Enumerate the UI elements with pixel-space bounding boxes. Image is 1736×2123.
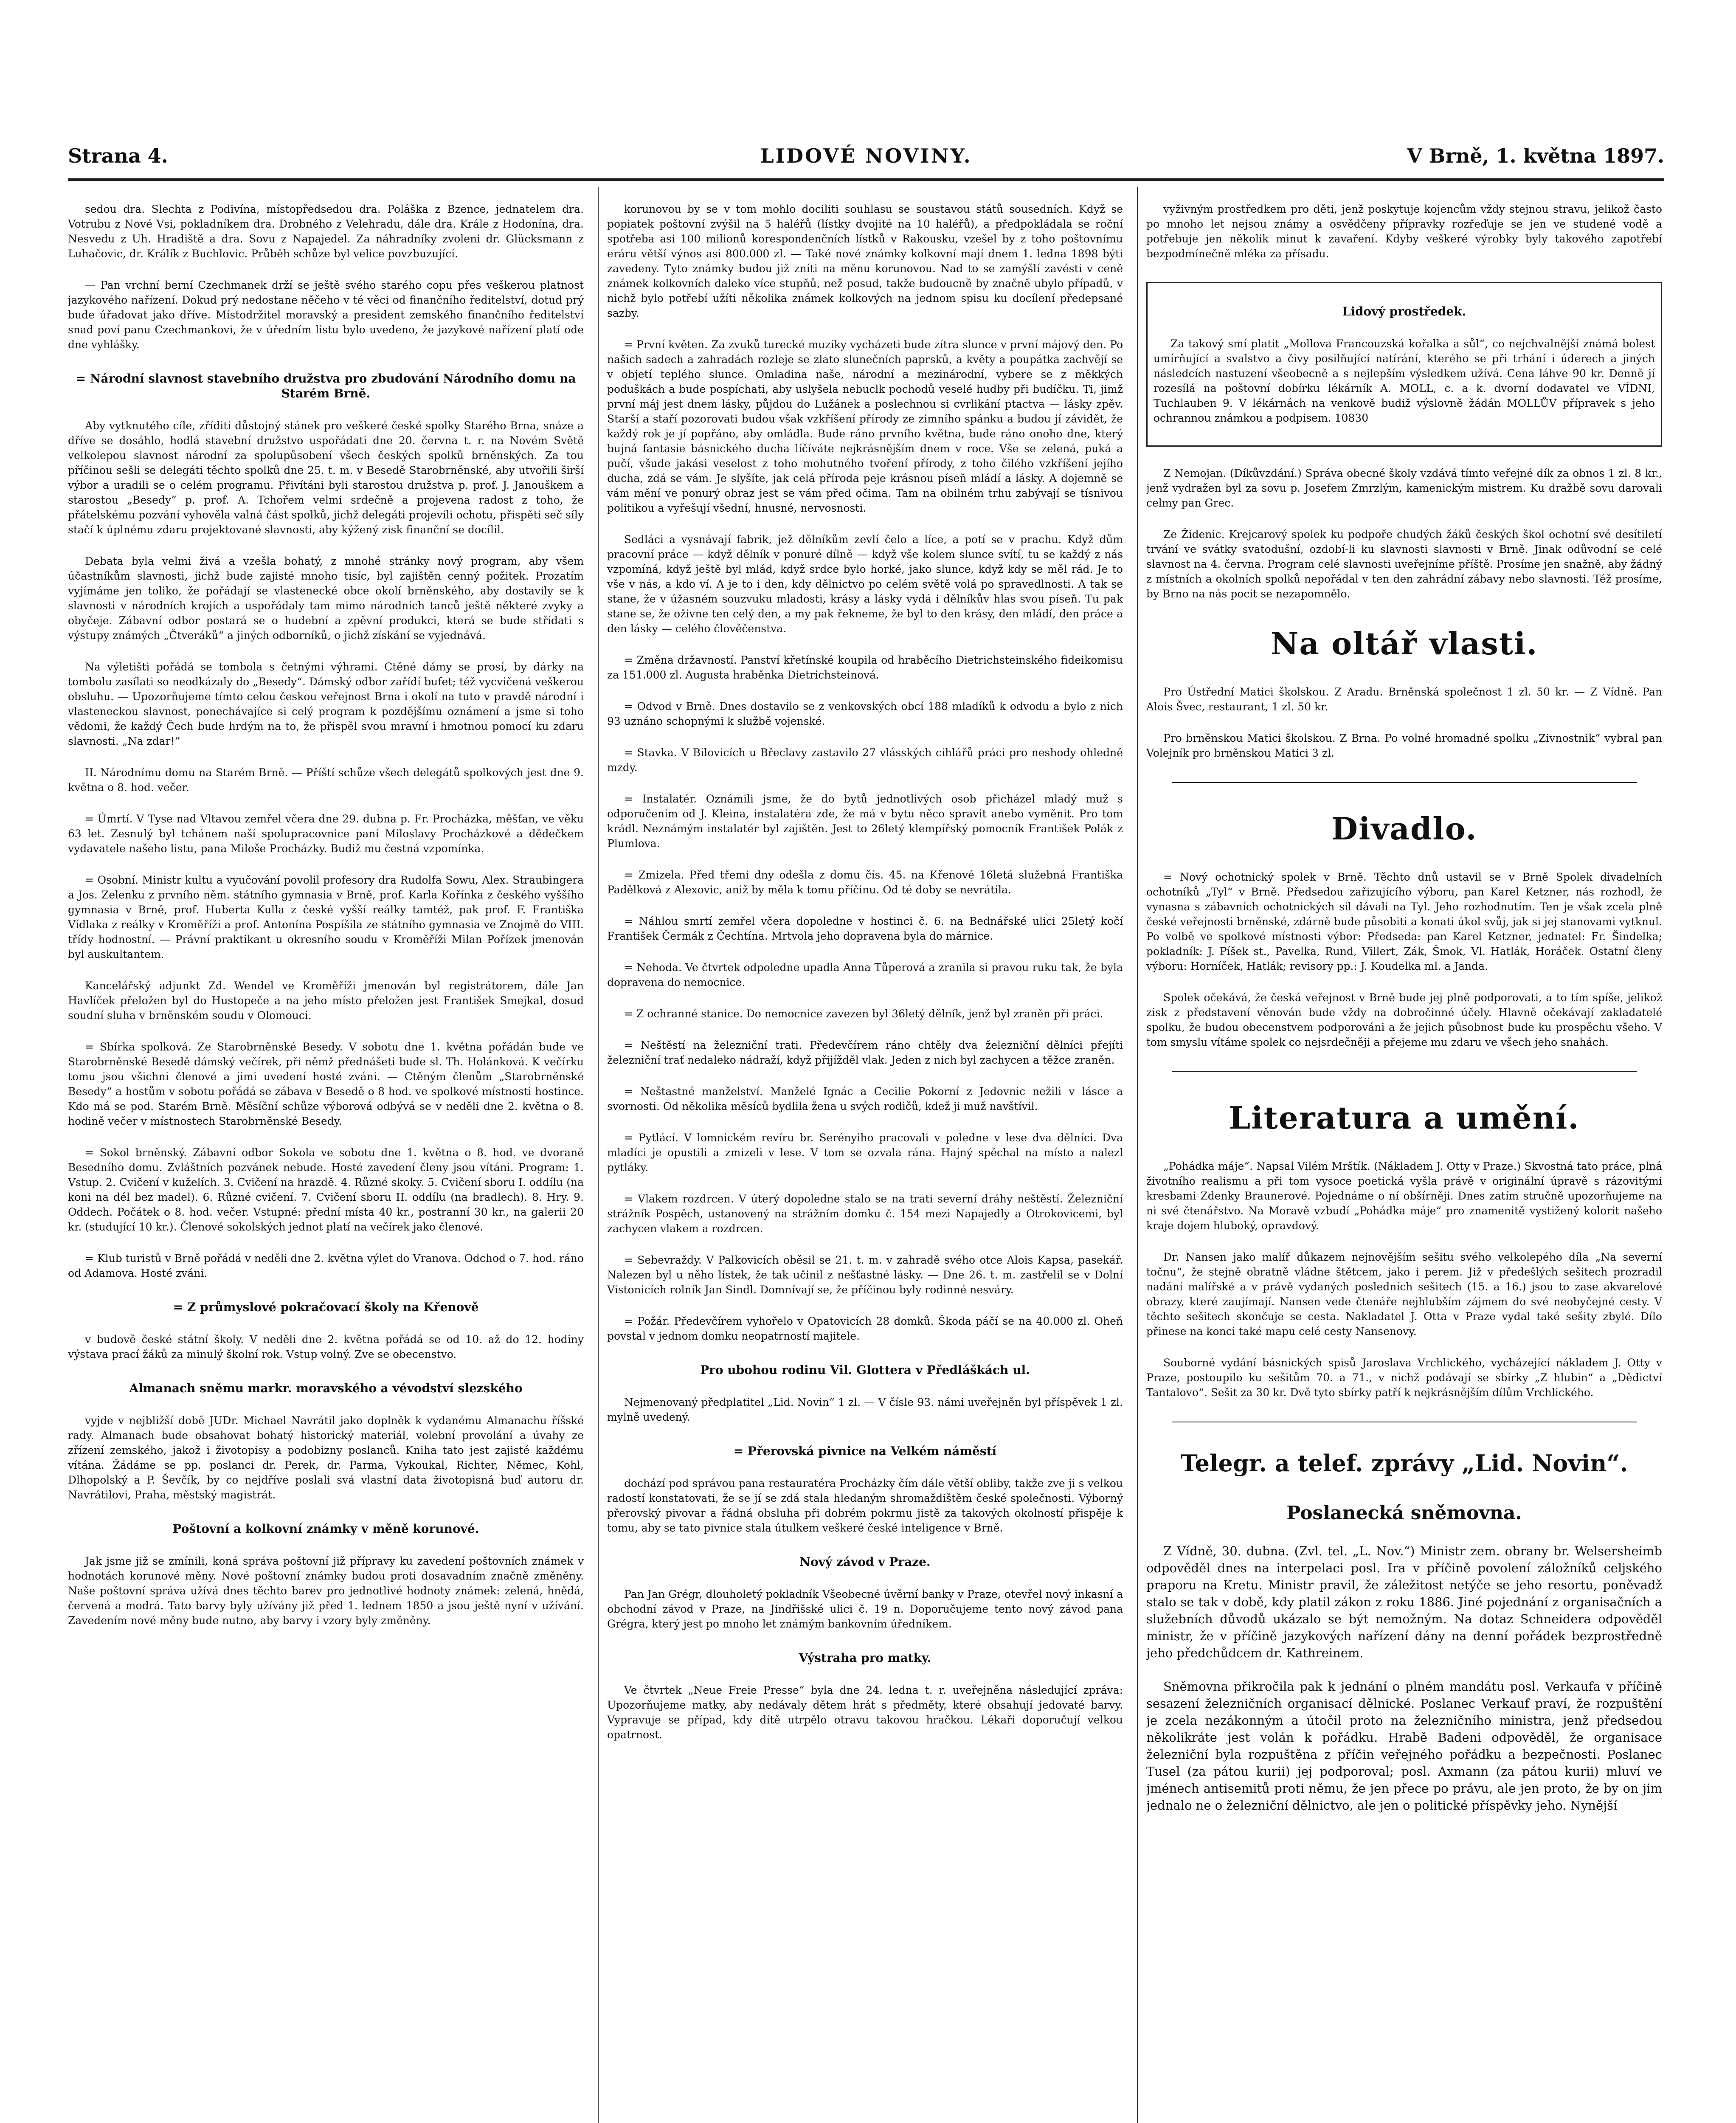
article-paragraph: Z Vídně, 30. dubna. (Zvl. tel. „L. Nov.“) Ministr zem. obrany br. Welsersheimb odpověděl dnes na interpelaci posl. Ira v příčině povolení záložníků celjského praporu na Kretu. Ministr pravil, že záležitost netýče se jeho resortu, poněvadž stalo se tak v době, kdy platil zákon z roku 1886. Jiné pojednání z organisačních a služebních důvodů ukázalo se být nemožným. Na dotaz Schneidera odpověděl ministr, že v příčině jazykových nařízení dány na denní pořádek bezprostředně jeho předchůdcem dr. Kathreinem. (1146, 1544, 1662, 1660)
section-heading: Divadlo. (1331, 811, 1477, 847)
article-paragraph: = Náhlou smrtí zemřel včera dopoledne v hostinci č. 6. na Bednářské ulici 25letý kočí František Čermák z Čechtína. Mrtvola jeho dopravena byla do márnice. (607, 915, 1123, 942)
article-paragraph: = Sokol brněnský. Zábavní odbor Sokola ve sobotu dne 1. května o 8. hod. ve dvoraně Besedního domu. Zvláštních pozvánek nebude. Hosté zavedení členy jsou vítáni. Program: 1. Vstup. 2. Cvičení v kuželích. 3. Cvičení na hrazdě. 4. Různé skoky. 5. Cvičení sboru I. oddílu (na koni na dél bez madel). 6. Různé cvičení. 7. Cvičení sboru II. oddílu (na bradlech). 8. Hry. 9. Oddech. Počátek o 8. hod. večer. Vstupné: přední místa 40 kr., postranní 30 kr., na galerii 20 kr. (studující 10 kr.). Členové sokolských jednot platí na večírek jako členové. (68, 1146, 584, 1233)
article-paragraph: v budově české státní školy. V neděli dne 2. května pořádá se od 10. až do 12. hodiny výstava prací žáků za minulý školní rok. Vstup volný. Zve se obecenstvo. (68, 1333, 584, 1360)
article-paragraph: = Požár. Předevčírem vyhořelo v Opatovicích 28 domků. Škoda páčí se na 40.000 zl. Oheň povstal v jednom domku neopatrností majitele. (607, 1315, 1123, 1342)
article-paragraph: sedou dra. Slechta z Podivína, místopředsedou dra. Poláška z Bzence, jednatelem dra. Votrubu z Nové Vsi, pokladníkem dra. Drobného z Velehradu, dále dra. Krále z Hodonína, dra. Nesvedu z Uh. Hradiště a dra. Sovu z Napajedel. Za náhradníky zvoleni dr. Glücksmann z Luhačovic, dr. Králík z Buchlovic. Průběh schůze byl velice povzbuzující. (68, 203, 584, 260)
section-rule (1172, 1071, 1637, 1072)
article-paragraph: = Nový ochotnický spolek v Brně. Těchto dnů ustavil se v Brně Spolek divadelních ochotníků „Tyl“ v Brně. Předsedou zařizujícího výboru, pan Karel Ketzner, nás rozhodl, že vynasna s zábavních ochotnických sil dávali na Tyl. Jeho rozhodnutím. Ten je však zcela plně české veřejnosti brněnské, zdárně bude působiti a konati úkol svůj, jak si jej stanovami vytknul. Po volbě ve spolkové místnosti výbor: Předseda: pan Karel Ketzner, jednatel: Fr. Šindelka; pokladník: J. Píšek st., Pavelka, Rund, Villert, Zák, Šmok, Vl. Hatlák, Horáček. Ostatní členy výboru: Horníček, Hatlák; revisory pp.: J. Koudelka ml. a Janda. (1146, 871, 1662, 972)
newspaper-title: LIDOVÉ NOVINY. (760, 144, 972, 167)
dateline: V Brně, 1. května 1897. (1407, 144, 1664, 167)
column-divider (598, 187, 599, 2123)
article-paragraph: = Změna državností. Panství křetínské koupila od hraběcího Dietrichsteinského fideikomisu za 151.000 zl. Augusta hraběnka Dietrichsteinová. (607, 654, 1123, 681)
article-paragraph: Sedláci a vysnávají fabrik, jež dělníkům zevlí čelo a líce, a potí se v prachu. Když dům pracovní práce — když dělník v ponuré dílně — když vše kolem slunce svítí, tu se každý z nás vzpomíná, když ještě byl mlád, když srdce bylo horké, jako slunce, když kdy se měl rád. Je to vše v nás, a kdo ví. A je to i den, kdy dělnictvo po celém světě volá po spravedlnosti. A tak se stane, že v úžasném souzvuku mladosti, krásy a lásky vydá i dělníkův hlas svou píseň. Tu pak stane se, že oživne ten celý den, a my pak řekneme, že byl to den krásy, den mládí, den práce a den lásky — celého člověčenstva. (607, 533, 1123, 635)
header-rule (68, 178, 1664, 181)
article-paragraph: = Neštastné manželství. Manželé Ignác a Cecilie Pokorní z Jedovnic nežili v lásce a svornosti. Od několika měsíců bydlila žena u svých rodičů, kdež ji muž navštívil. (607, 1085, 1123, 1112)
article-paragraph: = Z ochranné stanice. Do nemocnice zavezen byl 36letý dělník, jenž byl zraněn při práci. (624, 1008, 1103, 1020)
article-paragraph: korunovou by se v tom mohlo dociliti souhlasu se soustavou států sousedních. Když se popiatek poštovní zvýšil na 5 haléřů (lístky dvojité na 10 haléřů), a předpokládala se roční spotřeba asi 100 milionů korespondenčních lístků v Rakousku, vzešel by z toho poštovnímu eráru větší výnos asi 800.000 zl. — Také nové známky kolkovní mají dnem 1. ledna 1898 býti zavedeny. Tyto známky budou již zníti na měnu korunovou. Nad to se zamýšlí zavésti v ceně známek kolkovních daleko více stupňů, než posud, takže budoucně by značně ubylo případů, v nichž bylo potřebí užíti několika známek kolkových na jednom spisu ku docílení předepsané sazby. (607, 203, 1123, 319)
column-1 (68, 187, 584, 2123)
article-paragraph: Jak jsme již se zmínili, koná správa poštovní již přípravy ku zavedení poštovních známek v hodnotách korunové měny. Nové poštovní známky budou proti dosavadním značně změněny. Naše poštovní správa užívá dnes těchto barev pro jednotlivé hodnoty známek: zelená, hnědá, červená a modrá. Tato barvy byly užívány již před 1. lednem 1850 a jsou ještě nyní v užívání. Zavedením nové měny bude nutno, aby barvy i vzory byly změněny. (68, 1555, 584, 1627)
article-paragraph: Z Nemojan. (Díkůvzdání.) Správa obecné školy vzdává tímto veřejné dík za obnos 1 zl. 8 kr., jenž vydražen byl za sovu p. Josefem Zmrzlým, kamenickým mistrem. Ku dražbě sovu darovali celmy pan Grec. (1146, 467, 1662, 509)
section-heading: Na oltář vlasti. (1270, 625, 1538, 662)
article-paragraph: Kancelářský adjunkt Zd. Wendel ve Kroměříži jmenován byl registrátorem, dále Jan Havlíček přeložen byl do Hustopeče a na jeho místo přeložen jest František Smejkal, dosud soudní sluha v brněnském soudu v Olomouci. (68, 980, 584, 1022)
section-heading: Literatura a umění. (1229, 1100, 1580, 1136)
article-paragraph: Debata byla velmi živá a vzešla bohatý, z mnohé stránky nový program, aby všem účastníkům slavnosti, jichž bude zajisté mnoho tisíc, byl zajištěn cenný požitek. Prozatím vyjímáme jen toliko, že pořádají se vlastenecké obce okolí brněnského, aby dostavily se k slavnosti v národních krojích a uspořádaly tam mimo národních tanců ještě některé zvyky a obyčeje. Zábavní odbor postará se o hudební a zpěvní produkci, která se bude střídati s výstupy známých „Čtveráků“ a jiných odborníků, o jichž získání se vyjednává. (68, 555, 584, 642)
column-2 (607, 187, 1123, 2123)
article-paragraph: = Instalatér. Oznámili jsme, že do bytů jednotlivých osob přicházel mladý muž s odporučením od J. Kleina, instalatéra zde, že má v bytu něco spravit anebo vyměnit. Pro tom krádl. Neznámým instalatér byl zajištěn. Jest to 26letý klempířský pomocník František Polák z Plumlova. (607, 793, 1123, 850)
article-paragraph: Na výletišti pořádá se tombola s četnými výhrami. Ctěné dámy se prosí, by dárky na tombolu zasílati so neodkázaly do „Besedy“. Dámský odbor zařídí bufet; též vycvičená veškerou obsluhu. — Upozorňujeme tímto celou českou veřejnost Brna i okolí na tuto v pravdě národní i vlasteneckou slavnost, ponechávajíce si celý program k pozdějšímu oznámení a jsme si toho vědomi, že každý Čech bude hrdým na to, že přispěl svou mravní i hmotnou pomocí ku zdaru slavnosti. „Na zdar!“ (68, 661, 584, 747)
article-paragraph: = Úmrtí. V Tyse nad Vltavou zemřel včera dne 29. dubna p. Fr. Procházka, měšťan, ve věku 63 let. Zesnulý byl tchánem naší spolupracovnice paní Miloslavy Procházkové a dědečkem vydavatele našeho listu, pana Miloše Procházky. Budiž mu čestná vzpomínka. (68, 813, 584, 855)
ad-heading: Lidový prostředek. (1342, 304, 1466, 318)
article-heading: Nový závod v Praze. (799, 1555, 931, 1569)
article-paragraph: „Pohádka máje“. Napsal Vilém Mrštík. (Nákladem J. Otty v Praze.) Skvostná tato práce, plná životního realismu a při tom vysoce poetická vyšla právě v originální úpravě s rázovitými kresbami Zdenky Braunerové. Pojednáme o ní obšírněji. Dnes zatím stručně upozorňujeme na ni své čtenářstvo. Na Moravě vzbudí „Pohádka máje“ pro znamenitě vystižený kolorit našeho kraje dojem hluboký, opravdový. (1146, 1160, 1662, 1232)
article-paragraph: Souborné vydání básnických spisů Jaroslava Vrchlického, vycházející nákladem J. Otty v Praze, postoupilo ku sešitům 70. a 71., v nichž podávají se sbírky „Z hlubin“ a „Dědictví Tantalovo“. Sešit za 30 kr. Dvě tyto sbírky patří k nejkrásnějším dílům Vrchlického. (1146, 1357, 1662, 1399)
article-paragraph: vyjde v nejbližší době JUDr. Michael Navrátil jako doplněk k vydanému Almanachu říšské rady. Almanach bude obsahovat bohatý historický materiál, volební provolání a úvahy ze zřízení zemského, jakož i životopisy a podobizny poslanců. Kniha tato jest zajisté každému vítána. Žádáme se pp. poslanci dr. Perek, dr. Parma, Vykoukal, Richter, Němec, Kohl, Dlhopolský a P. Ševčík, by co nejdříve poslali svá vlastní data životopisná buď autoru dr. Navrátilovi, Praha, městský magistrát. (68, 1414, 584, 1501)
article-paragraph: = Stavka. V Bilovicích u Břeclavy zastavilo 27 vlásských cihlářů práci pro neshody ohledně mzdy. (607, 746, 1123, 774)
article-paragraph: = První květen. Za zvuků turecké muziky vycházeti bude zítra slunce v první májový den. Po našich sadech a zahradách rozleje se zlato slunečních paprsků, a květy a poupátka zachvějí se v objetí teplého slunce. Omladina naše, národní a mezinárodní, vybere se z měkkých poduškách a bude pospíchati, aby uslyšela nebuclk pochodů veselé hudby při budíčku. Ti, jimž první máj jest dnem lásky, půjdou do Lužánek a poslechnou si cvrlikání ptactva — lásky zpěv. Starší a staří pozorovati budou však vzkříšení přírody ze zimního spánku a budou jí závidět, že každý rok je jí popřáno, aby omládla. Bude ráno prvního května, bude ráno onoho dne, který bujná fantasie básnického ducha líčíváte nejkrásnějším dnem v roce. Vše se zelená, puká a pučí, všude jakási veselost z toho mohutného tvoření přírody, z toho čilého vzkříšení jejího ducha, zdá se vám. Je slyšíte, jak celá příroda peje krásnou píseň mládí a lásky. A dojemně se vám mění ve ponurý obraz jest se vám před očima. Tam na obilném trhu zabývají se tísnivou politikou a vyřešují všední, hnusné, nervosnosti. (607, 338, 1123, 514)
article-heading: Poštovní a kolkovní známky v měně korunové. (172, 1522, 479, 1536)
article-paragraph: Pan Jan Grégr, dlouholetý pokladník Všeobecné úvěrní banky v Praze, otevřel nový inkasní a obchodní závod v Praze, na Jindřišské ulici č. 19 n. Doporučujeme tento nový závod pana Grégra, který jest po mnoho let známým bankovním úředníkem. (607, 1588, 1123, 1630)
article-heading: Výstraha pro matky. (799, 1651, 931, 1665)
article-heading: Almanach sněmu markr. moravského a vévodství slezského (129, 1381, 523, 1395)
ad-text: Za takový smí platit „Mollova Francouzská kořalka a sůl“, co nejchvalnější známá bolest umírňující a svalstvo a čivy posilňující natírání, kterého se při trhání i úderech a jiných následcích nastuzení všeobecně a s nejlepším výsledkem užívá. Cena láhve 90 kr. Denně jí rozesílá na poštovní dobírku lékárník A. MOLL, c. a k. dvorní dodavatel ve VÍDNI, Tuchlauben 9. V lékárnách na venkově budiž výslovně žádán MOLLŮV přípravek s jeho ochrannou známkou a podpisem. 10830 (1154, 338, 1655, 424)
column-divider (1137, 187, 1138, 2123)
masthead (68, 144, 1664, 174)
article-heading: = Přerovská pivnice na Velkém náměstí (733, 1444, 997, 1458)
article-paragraph: = Osobní. Ministr kultu a vyučování povolil profesory dra Rudolfa Sowu, Alex. Straubingera a Jos. Zelenku z prvního něm. státního gymnasia v Brně, prof. Karla Kořínka z českého vyššího gymnasia v Brně, prof. Huberta Kulla z české vyšší reálky tamtéž, pak prof. F. Františka Vídlaka z reálky v Kroměříži a prof. Antonína Pospíšila ze státního gymnasia ve Znojmě do VIII. třídy hodnostní. — Právní praktikant u okresního soudu v Kroměříži Milan Pořízek jmenován byl auskultantem. (68, 874, 584, 960)
article-paragraph: Ve čtvrtek „Neue Freie Presse“ byla dne 24. ledna t. r. uveřejněna následující zpráva: Upozorňujeme matky, aby nedávaly dětem hrát s předměty, které obsahují jedovaté barvy. Vypravuje se případ, kdy dítě utrpělo otravu takovou hračkou. Lékaři doporučují velkou opatrnost. (607, 1684, 1123, 1741)
article-paragraph: Aby vytknutého cíle, zříditi důstojný stánek pro veškeré české spolky Starého Brna, snáze a dříve se dosáhlo, hodlá stavební družstvo uspořádati dne 20. června t. r. na Novém Světě velkolepou slavnost národní za spolupůsobení všech českých spolků brněnských. Za tou příčinou sešli se delegáti těchto spolků dne 25. t. m. v Besedě Starobrněnské, aby utvořili širší výbor a uradili se o celém programu. Přivítáni byli starostou družstva p. prof. J. Janouškem a starostou „Besedy“ p. prof. A. Tchořem velmi srdečně a projevena radost z toho, že přátelskému pozvání vyhověla valná část spolků, jichž delegáti projevili ochotu, přispěti seč síly stačí k úplnému zdaru projektované slavnosti, aby kýžený zisk finanční se docílil. (68, 420, 584, 536)
article-heading: Pro ubohou rodinu Vil. Glottera v Předláškách ul. (700, 1363, 1030, 1377)
section-rule (1172, 782, 1637, 783)
article-paragraph: Nejmenovaný předplatitel „Lid. Novin“ 1 zl. — V čísle 93. námi uveřejněn byl příspěvek 1 zl. mylně uvedený. (607, 1396, 1123, 1423)
article-paragraph: = Zmizela. Před třemi dny odešla z domu čís. 45. na Křenové 16letá služebná Františka Padělková z Alexovic, aniž by měla k tomu příčinu. Od té doby se nevrátila. (607, 869, 1123, 896)
article-paragraph: Ze Židenic. Krejcarový spolek ku podpoře chudých žáků českých škol ochotní své desítiletí trvání ve svátky svatodušní, ozdobí-li ku slavnosti slavnosti v Brně. Jinak odůvodní se celé slavnost na 4. června. Program celé slavnosti uveřejníme příště. Prosíme jen snažně, aby žádný z místních a okolních spolků nepořádal v ten den zahrádní zábavy nebo slavnosti. Též prosíme, by Brno na nás pocit se nezapomnělo. (1146, 528, 1662, 600)
article-paragraph: = Sebevraždy. V Palkovicích oběsil se 21. t. m. v zahradě svého otce Alois Kapsa, pasekář. Nalezen byl u něho lístek, že tak učinil z nešťastné lásky. — Dne 26. t. m. zastřelil se v Dolní Vistonicích rolník Jan Sindl. Domnívají se, že příčinou byly rodinné nesváry. (607, 1254, 1123, 1296)
article-paragraph: = Odvod v Brně. Dnes dostavilo se z venkovských obcí 188 mladíků k odvodu a bylo z nich 93 uznáno schopnými k službě vojenské. (607, 700, 1123, 727)
article-paragraph: = Sbírka spolková. Ze Starobrněnské Besedy. V sobotu dne 1. května pořádán bude ve Starobrněnské Besedě dámský večírek, při němž přednášeti bude sl. Th. Holánková. K večírku tomu jsou všichni členové a jimi uvedení hosté zváni. — Ctěným členům „Starobrněnské Besedy“ a hostům v sobotu pořádá se zábava v Besedě o 8 hod. ve spolkové místnosti hostince. Kdo má se pod. Starém Brně. Měsíční schůze výborová odbývá se v neděli dne 2. května o 8. hodině večer v místnostech Starobrněnské Besedy. (68, 1041, 584, 1127)
article-paragraph: Pro Ústřední Matici školskou. Z Aradu. Brněnská společnost 1 zl. 50 kr. — Z Vídně. Pan Alois Švec, restaurant, 1 zl. 50 kr. (1146, 686, 1662, 713)
article-paragraph: — Pan vrchní berní Czechmanek drží se ještě svého starého copu přes veškerou platnost jazykového nařízení. Dokud prý nedostane něčeho v té věci od finančního ředitelství, dotud prý bude úřadovat jako dříve. Místodržitel moravský a president zemského finančního ředitelství snad poví panu Czechmankovi, že v úředním listu bylo uvedeno, že jazykové nařízení platí ode dne vyhlášky. (68, 279, 584, 351)
article-paragraph: = Neštěstí na železniční trati. Předevčírem ráno chtěly dva železniční dělníci přejíti železniční trať nedaleko nádraží, když přijížděl vlak. Jeden z nich byl zachycen a těžce zraněn. (607, 1039, 1123, 1066)
article-paragraph: = Vlakem rozdrcen. V úterý dopoledne stalo se na trati severní dráhy neštěstí. Železniční strážník Pospěch, ustanovený na strážním domku č. 154 mezi Napajedly a Otrokovicemi, byl zachycen vlakem a rozdrcen. (607, 1193, 1123, 1235)
article-paragraph: Sněmovna přikročila pak k jednání o plném mandátu posl. Verkaufa v příčině sesazení železničních organisací dělnické. Poslanec Verkauf praví, že rozpuštění je zcela nezákonným a útočil proto na železničního ministra, jenž předsedou několikráte jest volán k pořádku. Hrabě Badeni odpověděl, že organisace železniční byla rozpuštěna z příčin veřejného pořádku a bezpečnosti. Poslanec Tusel (za pátou kurii) jej podporoval; posl. Axmann (za pátou kurii) mluví ve jménech antisemitů proti němu, že jen přece po právu, ale jen proto, že by on jim jednalo ne o železniční dělnictvo, ale jen o politické příspěvky jeho. Nynější (1146, 1679, 1662, 1813)
article-paragraph: II. Národnímu domu na Starém Brně. — Příští schůze všech delegátů spolkových jest dne 9. května o 8. hod. večer. (68, 766, 584, 794)
article-paragraph: = Klub turistů v Brně pořádá v neděli dne 2. května výlet do Vranova. Odchod o 7. hod. ráno od Adamova. Hosté zváni. (68, 1252, 584, 1279)
column-3 (1146, 187, 1662, 2123)
article-heading: = Národní slavnost stavebního družstva pro zbudování Národního domu na Starém Brně. (76, 372, 576, 400)
article-paragraph: Pro brněnskou Matici školskou. Z Brna. Po volné hromadné spolku „Zivnostnik“ vybral pan Volejník pro brněnskou Matici 3 zl. (1146, 732, 1662, 759)
advertisement-box (1146, 282, 1662, 447)
article-paragraph: Dr. Nansen jako malíř důkazem nejnovějším sešitu svého velkolepého díla „Na severní točnu“, že stejně obratně vládne štětcem, jako i perem. Již v předešlých sešitech prozradil nadání malířské a v právě vydaných posledních sešitech (15. a 16.) jsou to zase akvarelové obrazy, které zaujímají. Nansen vede čtenáře nejhlubším zájmem do své neobyčejné cesty. V těchto sešitech skončuje se cesta. Nakladatel J. Otta v Praze vydal také sešity zbylé. Dílo přinese na konci také mapu celé cesty Nansenovy. (1146, 1251, 1662, 1337)
article-paragraph: dochází pod správou pana restauratéra Procházky čím dále větší obliby, takže zve ji s velkou radostí konstatovati, že se jí se zdá stala hledaným shromaždištěm české společnosti. Výborný přerovský pivovar a řádná obsluha při dobrém pokrmu jistě za takových okolností přispěje k tomu, aby se tato pivnice stala útulkem veškeré české inteligence v Brně. (607, 1477, 1123, 1534)
article-paragraph: = Pytlácí. V lomnickém revíru br. Serényiho pracovali v poledne v lese dva dělníci. Dva mladíci je opustili a zmizeli v lese. V tom se ozvala rána. Hajný spěchal na místo a nalezl pytláky. (607, 1132, 1123, 1174)
article-heading: = Z průmyslové pokračovací školy na Křenově (173, 1300, 479, 1314)
article-paragraph: = Nehoda. Ve čtvrtek odpoledne upadla Anna Tůperová a zranila si pravou ruku tak, že byla dopravena do nemocnice. (607, 961, 1123, 988)
subsection-heading: Poslanecká sněmovna. (1286, 1502, 1522, 1524)
article-paragraph: vyživným prostředkem pro děti, jenž poskytuje kojencům vždy stejnou stravu, jelikož často po mnoho let nejsou známy a osvědčeny přípravky rozřeďuje se jen ve studené vodě a potřebuje jen několik minut k zavaření. Kdyby veškeré výrobky byly takového zapotřebí bezpodmínečně mléka za přísadu. (1146, 203, 1662, 260)
article-paragraph: Spolek očekává, že česká veřejnost v Brně bude jej plně podporovati, a to tím spíše, jelikož zisk z představení věnován bude vždy na dobročinné účely. Hlavně očekávají zakladatelé spolku, že budou obecenstvem podporováni a že jejich působnost bude ku prospěchu všeho. V tom smyslu vítáme spolek co nejsrdečněji a přejeme mu zdaru ve všech jeho snahách. (1146, 991, 1662, 1048)
section-heading: Telegr. a telef. zprávy „Lid. Novin“. (1180, 1450, 1628, 1477)
page-number: Strana 4. (68, 144, 168, 167)
